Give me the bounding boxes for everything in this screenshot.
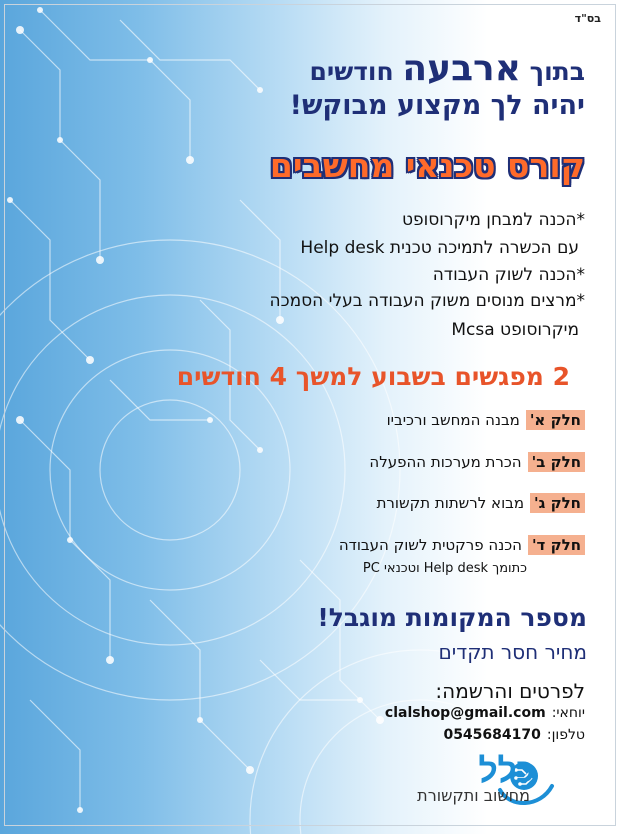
headline-line1 (309, 48, 585, 89)
contact-email-row (385, 705, 585, 721)
part-text: הכנה פרקטית לשוק העבודה (338, 536, 522, 554)
headline-line2: יהיה לך מקצוע מבוקש! (289, 90, 585, 121)
logo-tagline: מחשוב ותקשורת (417, 786, 530, 805)
contact-phone-label: טלפון: (546, 727, 585, 743)
part-tag: חלק ד' (528, 535, 585, 555)
limited-places: מספר המקומות מוגבל! (317, 603, 587, 632)
part-tag: חלק א' (526, 410, 585, 430)
contact-email[interactable]: clalshop@gmail.com (384, 705, 546, 721)
course-title: קורס טכנאי מחשבים (269, 146, 585, 185)
part-tag: חלק ב' (528, 452, 585, 472)
bullet-item: *מרצים מנוסים משוק העבודה בעלי הסמכה (269, 291, 585, 311)
bullet-item: מיקרוסופט Mcsa (451, 320, 579, 340)
course-part (369, 453, 585, 471)
part-text: מבוא לרשתות תקשורת (376, 494, 525, 512)
contact-name-label: יוחאי: (551, 705, 585, 721)
part-text: מבנה המחשב ורכיביו (386, 411, 520, 429)
bullet-item: *הכנה למבחן מיקרוסופט (401, 210, 585, 230)
headline-big-word: ארבעה (402, 48, 521, 89)
course-part (377, 494, 585, 512)
part-4-extra: כתומך Help desk וטכנאי PC (362, 561, 527, 576)
meeting-frequency: 2 מפגשים בשבוע למשך 4 חודשים (176, 362, 570, 391)
headline-pre: בתוך (529, 57, 585, 86)
price-line: מחיר חסר תקדים (438, 640, 587, 664)
bsd-mark: בס"ד (574, 12, 601, 25)
contact-phone[interactable]: 0545684170 (443, 727, 541, 743)
part-tag: חלק ג' (530, 493, 585, 513)
logo-name: כלל (478, 752, 535, 790)
bullet-item: *הכנה לשוק העבודה (432, 265, 585, 285)
course-part (387, 411, 585, 429)
contact-phone-row (443, 727, 585, 743)
bullet-item: עם הכשרה לתמיכה טכנית Help desk (300, 238, 579, 258)
part-text: הכרת מערכות ההפעלה (369, 453, 522, 471)
course-part (339, 536, 585, 554)
headline-post: חודשים (309, 57, 394, 86)
details-title: לפרטים והרשמה: (435, 679, 585, 703)
